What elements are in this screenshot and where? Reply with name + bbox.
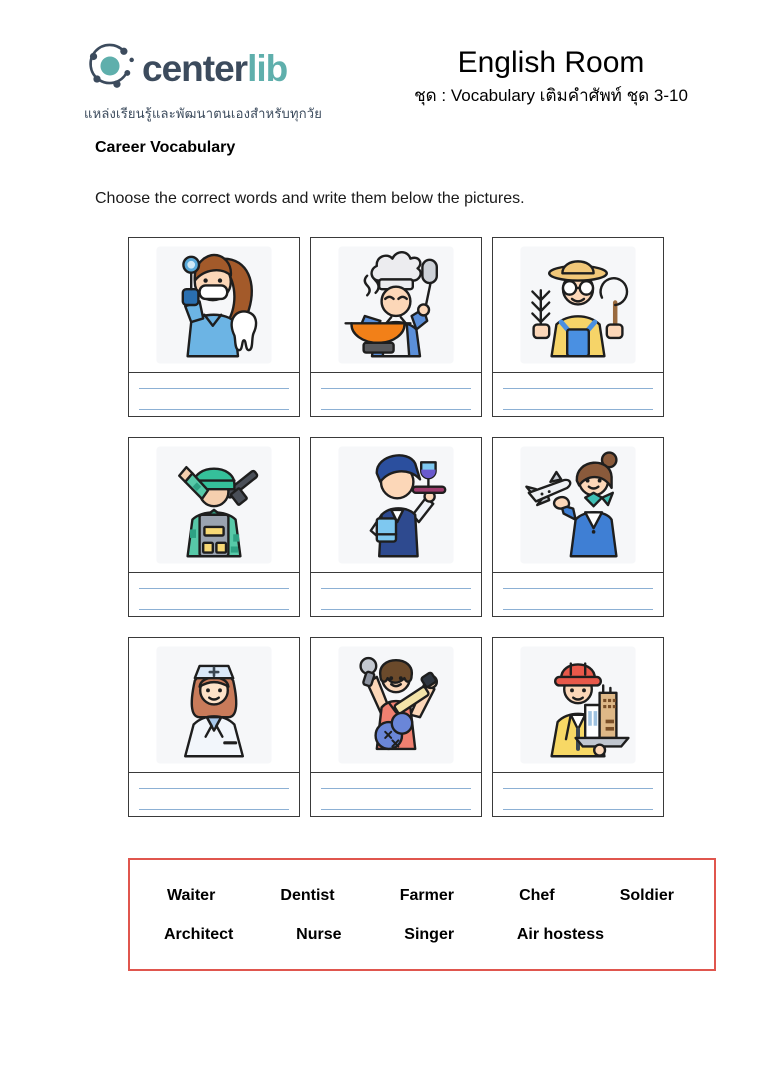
centerlib-network-icon xyxy=(84,40,136,97)
page-title: English Room xyxy=(457,46,645,79)
answer-line[interactable] xyxy=(321,809,471,810)
answer-area[interactable] xyxy=(129,373,299,416)
word-air-hostess: Air hostess xyxy=(516,926,604,943)
answer-line[interactable] xyxy=(139,788,289,789)
logo-tagline: แหล่งเรียนรู้และพัฒนาตนเองสำหรับทุกวัย xyxy=(84,106,323,121)
chef-illustration xyxy=(311,238,481,373)
logo-wordmark xyxy=(142,50,287,87)
word-chef: Chef xyxy=(519,887,555,904)
answer-line[interactable] xyxy=(503,409,653,410)
picture-card-dentist xyxy=(128,237,300,417)
picture-card-farmer xyxy=(492,237,664,417)
section-heading: Career Vocabulary xyxy=(95,139,236,156)
word-waiter: Waiter xyxy=(167,887,216,904)
answer-area[interactable] xyxy=(493,773,663,816)
answer-line[interactable] xyxy=(139,588,289,589)
nurse-illustration xyxy=(129,638,299,773)
centerlib-logo xyxy=(84,40,322,124)
answer-line[interactable] xyxy=(503,809,653,810)
answer-line[interactable] xyxy=(321,409,471,410)
answer-line[interactable] xyxy=(321,788,471,789)
soldier-illustration xyxy=(129,438,299,573)
answer-line[interactable] xyxy=(139,409,289,410)
word-nurse: Nurse xyxy=(296,926,342,943)
answer-area[interactable] xyxy=(129,573,299,616)
picture-card-soldier xyxy=(128,437,300,617)
farmer-illustration xyxy=(493,238,663,373)
answer-line[interactable] xyxy=(503,388,653,389)
answer-line[interactable] xyxy=(503,588,653,589)
word-bank-row-2 xyxy=(130,926,714,944)
word-soldier: Soldier xyxy=(619,887,674,904)
answer-line[interactable] xyxy=(503,609,653,610)
answer-line[interactable] xyxy=(503,788,653,789)
answer-area[interactable] xyxy=(311,373,481,416)
answer-area[interactable] xyxy=(493,573,663,616)
logo-word-center: center xyxy=(142,48,248,89)
word-bank-box xyxy=(128,858,716,971)
answer-line[interactable] xyxy=(139,609,289,610)
word-singer: Singer xyxy=(404,926,455,943)
waiter-illustration xyxy=(311,438,481,573)
answer-line[interactable] xyxy=(321,588,471,589)
answer-area[interactable] xyxy=(311,573,481,616)
picture-card-architect xyxy=(492,637,664,817)
logo-word-lib: lib xyxy=(247,48,288,89)
grid-row-2 xyxy=(128,437,664,617)
grid-row-3 xyxy=(128,637,664,817)
answer-line[interactable] xyxy=(139,809,289,810)
word-bank-row-1 xyxy=(130,887,714,905)
answer-area[interactable] xyxy=(311,773,481,816)
answer-line[interactable] xyxy=(321,388,471,389)
word-farmer: Farmer xyxy=(399,887,454,904)
answer-line[interactable] xyxy=(321,609,471,610)
answer-line[interactable] xyxy=(139,388,289,389)
page-subtitle: ชุด : Vocabulary เติมคำศัพท์ ชุด 3-10 xyxy=(414,86,688,105)
header-right xyxy=(383,46,719,109)
instruction-text: Choose the correct words and write them below the pictures. xyxy=(95,190,525,207)
architect-illustration xyxy=(493,638,663,773)
picture-card-chef xyxy=(310,237,482,417)
grid-row-1 xyxy=(128,237,664,417)
answer-area[interactable] xyxy=(493,373,663,416)
air-hostess-illustration xyxy=(493,438,663,573)
picture-card-waiter xyxy=(310,437,482,617)
picture-card-air-hostess xyxy=(492,437,664,617)
word-dentist: Dentist xyxy=(280,887,335,904)
picture-card-nurse xyxy=(128,637,300,817)
answer-area[interactable] xyxy=(129,773,299,816)
singer-illustration xyxy=(311,638,481,773)
word-architect: Architect xyxy=(164,926,234,943)
dentist-illustration xyxy=(129,238,299,373)
picture-card-singer xyxy=(310,637,482,817)
picture-grid xyxy=(128,237,664,817)
